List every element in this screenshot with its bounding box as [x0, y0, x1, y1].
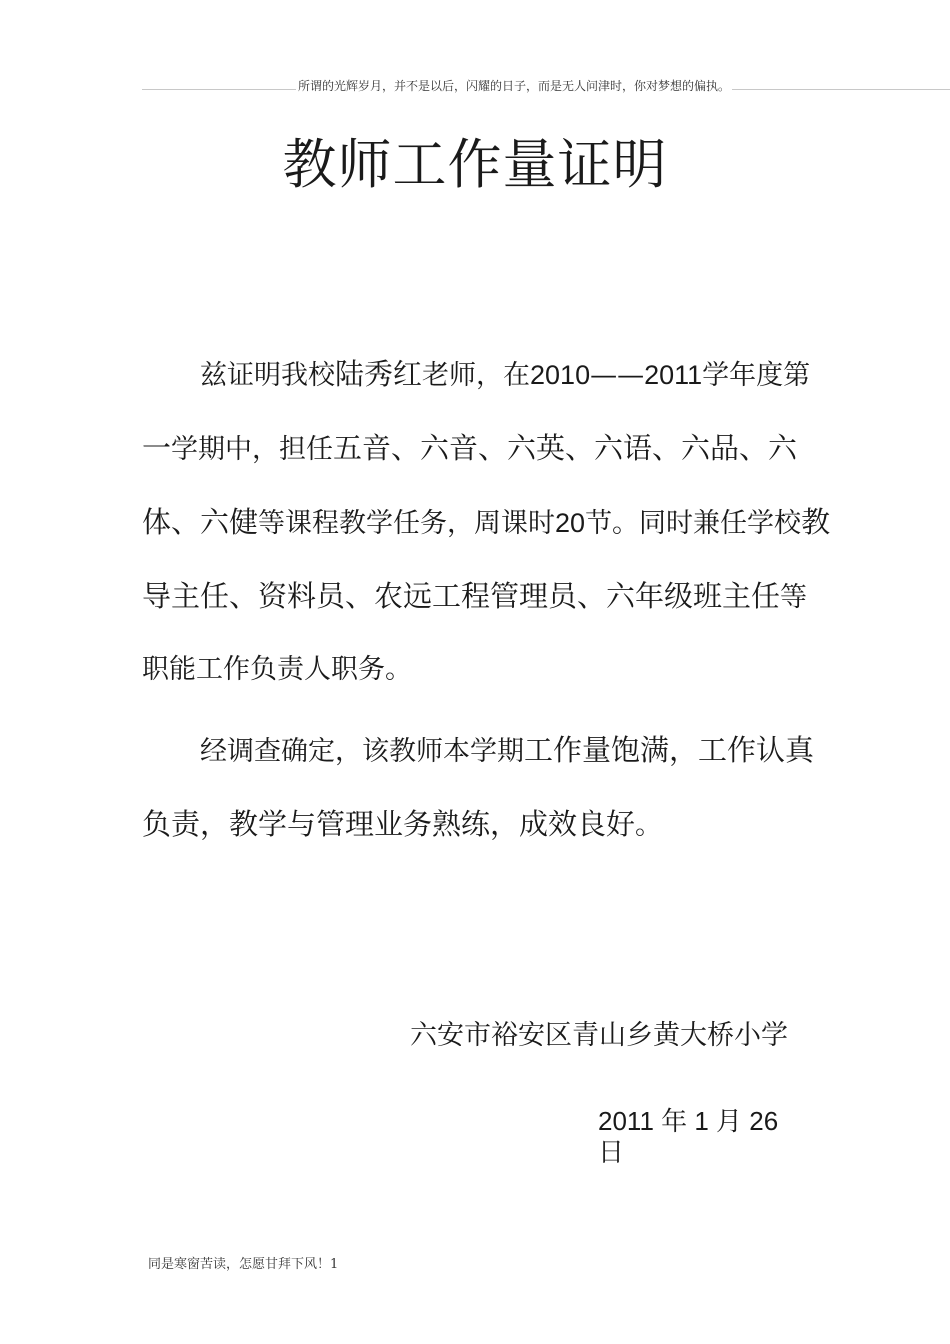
p1-text-6: 节。同时兼任学校	[585, 508, 802, 539]
courses: 五音、六音、六英、六语、六品、六体、六健	[142, 431, 798, 539]
p1-text-3: 学年度第	[702, 360, 811, 391]
footer-text: 同是寒窗苦读，怎愿甘拜下风！1	[148, 1257, 339, 1272]
year-dash: ——	[590, 360, 645, 391]
year-start: 2010	[530, 360, 591, 390]
p2-text-1: 经调查确定，该教师本学期	[200, 736, 524, 767]
paragraph-2	[142, 714, 832, 862]
weekly-hours: 20	[555, 508, 586, 538]
p1-text-5: 等课程教学任务，周课时	[258, 508, 556, 539]
semester: 一	[142, 431, 172, 465]
document-title: 教师工作量证明	[282, 133, 668, 196]
paragraph-1	[142, 338, 832, 706]
certificate-body	[142, 338, 832, 862]
p1-text-4: 学期中，担任	[171, 434, 334, 465]
header-quote: 所谓的光辉岁月，并不是以后，闪耀的日子，而是无人问津时，你对梦想的偏执。	[298, 79, 731, 93]
conclusion: 工作量饱满，工作认真负责，教学与管理业务熟练，成效良好	[142, 733, 815, 841]
school-signature: 六安市裕安区青山乡黄大桥小学	[410, 1020, 788, 1051]
p2-end: 。	[635, 810, 663, 841]
p1-text-7: 等职能工作负责人职务。	[142, 582, 808, 685]
p1-text-2: 老师，在	[422, 360, 531, 391]
year-end: 2011	[644, 360, 703, 390]
signature-date: 2011 年 1 月 26 日	[598, 1106, 779, 1167]
roles: 教导主任、资料员、农远工程管理员、六年级班主任	[142, 505, 831, 613]
p1-text-1: 兹证明我校	[200, 360, 335, 391]
teacher-name: 陆秀红	[335, 357, 423, 391]
